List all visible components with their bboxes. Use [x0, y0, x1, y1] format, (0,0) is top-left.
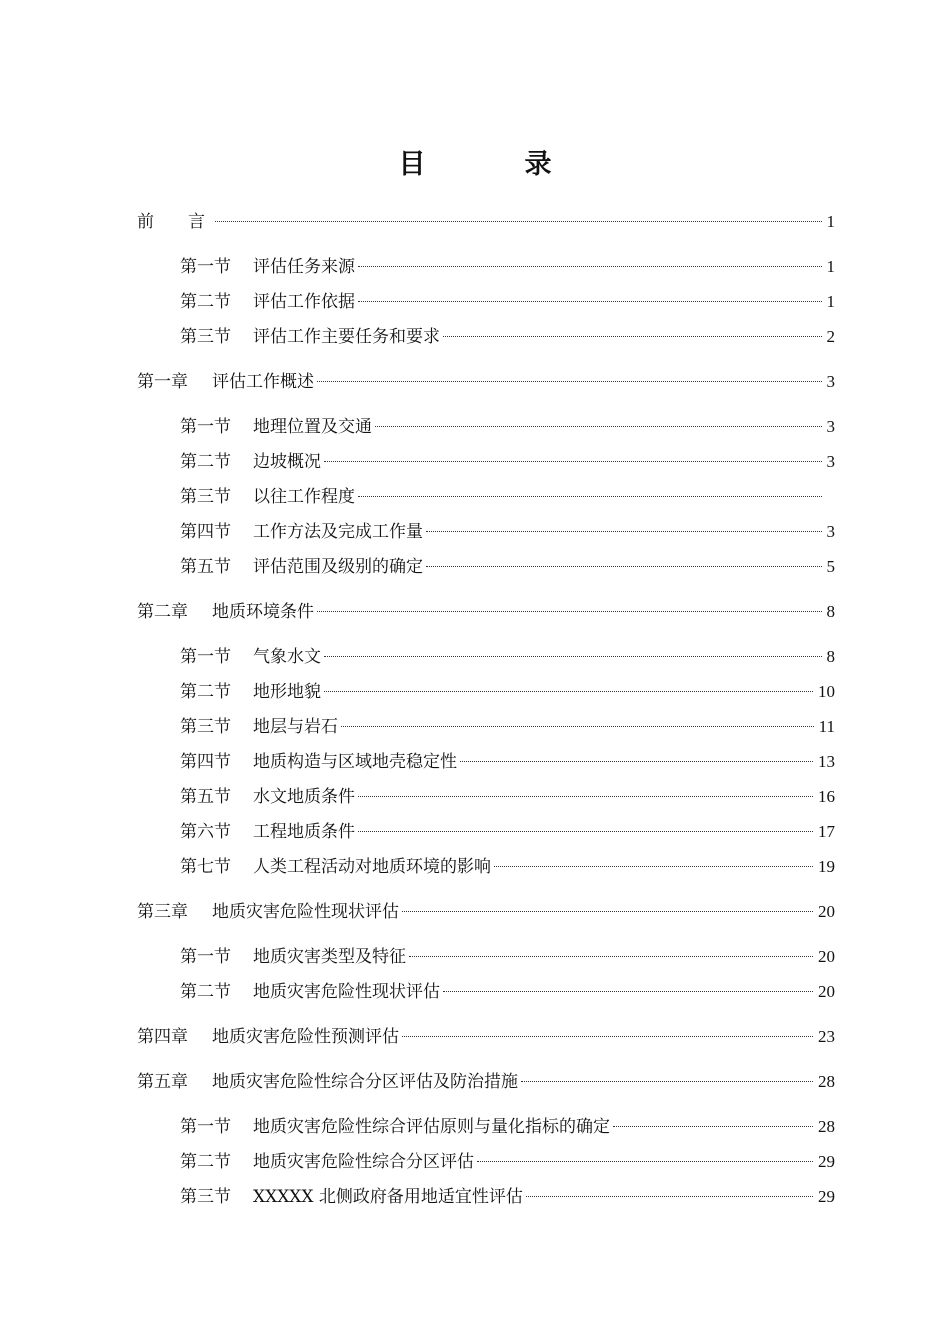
toc-entry-label [180, 325, 440, 349]
toc-entry-label [180, 1150, 474, 1174]
toc-entry-number: 第二章 [137, 602, 188, 622]
toc-entry-title: 地质环境条件 [212, 602, 314, 622]
dot-leader [317, 381, 822, 382]
toc-page-number: 28 [818, 1072, 835, 1091]
dot-leader [426, 566, 822, 567]
toc-entry-title: 边坡概况 [253, 452, 321, 472]
dot-leader [521, 1081, 813, 1082]
toc-entry-label [180, 945, 406, 969]
toc-entry-label [137, 600, 314, 624]
dot-leader [358, 301, 822, 302]
toc-entry-number: 第二节 [180, 682, 231, 702]
toc-entry-number: 第二节 [180, 292, 231, 312]
toc-page-number: 10 [818, 682, 835, 701]
toc-entry-number: 第一节 [180, 417, 231, 437]
toc-entry-number: 第三节 [180, 327, 231, 347]
toc-entry-label [180, 1115, 610, 1139]
toc-page-number: 29 [818, 1187, 835, 1206]
toc-entry-title: 评估工作概述 [212, 372, 314, 392]
toc-entry-title: 地层与岩石 [253, 717, 338, 737]
dot-leader [375, 426, 822, 427]
toc-page-number: 23 [818, 1027, 835, 1046]
dot-leader [460, 761, 813, 762]
toc-entry-title: 气象水文 [253, 647, 321, 667]
dot-leader [526, 1196, 813, 1197]
toc-page-number: 11 [818, 717, 835, 736]
toc-chapter-entry[interactable] [137, 900, 835, 924]
toc-entry-title: 评估工作主要任务和要求 [253, 327, 440, 347]
toc-section-entry[interactable] [180, 820, 835, 844]
toc-section-entry[interactable] [180, 855, 835, 879]
toc-page-number: 20 [818, 982, 835, 1001]
toc-section-entry[interactable] [180, 415, 835, 439]
dot-leader [402, 1036, 813, 1037]
toc-section-entry[interactable] [180, 945, 835, 969]
toc-page-number: 3 [826, 417, 835, 436]
toc-entry-number: 第三章 [137, 902, 188, 922]
toc-entry-label [180, 980, 440, 1004]
toc-entry-label [180, 520, 423, 544]
toc-chapter-entry[interactable] [137, 1070, 835, 1094]
toc-entry-label [180, 1185, 523, 1209]
toc-entry-title: 地质灾害类型及特征 [253, 947, 406, 967]
toc-entry-title: 地质灾害危险性现状评估 [253, 982, 440, 1002]
toc-entry-number: 第二节 [180, 1152, 231, 1172]
toc-entry-title: 地形地貌 [253, 682, 321, 702]
toc-page-number: 29 [818, 1152, 835, 1171]
toc-entry-title: 评估工作依据 [253, 292, 355, 312]
toc-page-number: 3 [826, 372, 835, 391]
toc-entry-label [180, 415, 372, 439]
toc-page-number: 16 [818, 787, 835, 806]
toc-page-number: 13 [818, 752, 835, 771]
toc-entry-title: 评估任务来源 [253, 257, 355, 277]
toc-section-entry[interactable] [180, 1115, 835, 1139]
toc-entry-number: 第一节 [180, 647, 231, 667]
dot-leader [324, 656, 822, 657]
toc-entry-title: 工程地质条件 [253, 822, 355, 842]
toc-entry-number: 第三节 [180, 717, 231, 737]
toc-section-entry[interactable] [180, 555, 835, 579]
toc-entry-label [137, 1070, 518, 1094]
toc-section-entry[interactable] [180, 1185, 835, 1209]
toc-page-number: 19 [818, 857, 835, 876]
toc-section-entry[interactable] [180, 750, 835, 774]
toc-page-number: 28 [818, 1117, 835, 1136]
toc-section-entry[interactable] [180, 450, 835, 474]
toc-section-entry[interactable] [180, 290, 835, 314]
toc-entry-label [137, 900, 399, 924]
toc-entry-number: 第四节 [180, 522, 231, 542]
toc-entry-title: 人类工程活动对地质环境的影响 [253, 857, 491, 877]
toc-entry-label [180, 750, 457, 774]
toc-page-number: 20 [818, 902, 835, 921]
toc-entry-number: 第五节 [180, 787, 231, 807]
toc-entry-number: 前 言 [137, 212, 205, 232]
toc-entry-title: 评估范围及级别的确定 [253, 557, 423, 577]
toc-page-number: 1 [826, 212, 835, 231]
toc-entry-label [180, 290, 355, 314]
dot-leader [426, 531, 822, 532]
toc-entry-title: 水文地质条件 [253, 787, 355, 807]
toc-section-entry[interactable] [180, 980, 835, 1004]
toc-page-number: 8 [826, 602, 835, 621]
toc-entry-title: 地质灾害危险性综合分区评估 [253, 1152, 474, 1172]
toc-entry-label [180, 820, 355, 844]
toc-entry-number: 第一章 [137, 372, 188, 392]
toc-entry-label [180, 855, 491, 879]
toc-entry-number: 第四节 [180, 752, 231, 772]
toc-section-entry[interactable] [180, 785, 835, 809]
dot-leader [402, 911, 813, 912]
toc-page-number: 1 [826, 292, 835, 311]
toc-entry-number: 第二节 [180, 452, 231, 472]
toc-entry-label [180, 645, 321, 669]
toc-page-number: 17 [818, 822, 835, 841]
toc-entry-title: 地质灾害危险性现状评估 [212, 902, 399, 922]
toc-entry-label [180, 555, 423, 579]
toc-section-entry[interactable] [180, 1150, 835, 1174]
toc-page-number: 20 [818, 947, 835, 966]
toc-page-number: 1 [826, 257, 835, 276]
toc-entry-label [137, 210, 212, 234]
toc-entry-label [180, 715, 338, 739]
toc-page-number: 3 [826, 522, 835, 541]
toc-entry-number: 第三节 [180, 487, 231, 507]
toc-section-entry[interactable] [180, 520, 835, 544]
toc-section-entry[interactable] [180, 255, 835, 279]
page-title: 目 录 [398, 149, 588, 180]
dot-leader [443, 336, 822, 337]
toc-entry-label [180, 255, 355, 279]
toc-page-number: 3 [826, 452, 835, 471]
toc-entry-number: 第一节 [180, 947, 231, 967]
toc-entry-number: 第三节 [180, 1187, 231, 1207]
toc-entry-number: 第六节 [180, 822, 231, 842]
dot-leader [317, 611, 822, 612]
toc-chapter-entry[interactable] [137, 1025, 835, 1049]
toc-entry-title: 以往工作程度 [253, 487, 355, 507]
toc-entry-number: 第一节 [180, 1117, 231, 1137]
dot-leader [324, 691, 813, 692]
toc-chapter-entry[interactable] [137, 210, 835, 234]
toc-entry-label [180, 680, 321, 704]
dot-leader [477, 1161, 813, 1162]
dot-leader [215, 221, 822, 222]
toc-entry-number: 第四章 [137, 1027, 188, 1047]
toc-entry-number: 第五节 [180, 557, 231, 577]
toc-entry-number: 第七节 [180, 857, 231, 877]
dot-leader [358, 796, 813, 797]
toc-entry-title: 地质灾害危险性综合分区评估及防治措施 [212, 1072, 518, 1092]
toc-page-number: 8 [826, 647, 835, 666]
dot-leader [324, 461, 822, 462]
toc-entry-label [180, 450, 321, 474]
toc-entry-number: 第五章 [137, 1072, 188, 1092]
toc-entry-title: 地质构造与区域地壳稳定性 [253, 752, 457, 772]
dot-leader [409, 956, 813, 957]
toc-page-number: 2 [826, 327, 835, 346]
toc-entry-title: 地质灾害危险性预测评估 [212, 1027, 399, 1047]
toc-entry-number: 第二节 [180, 982, 231, 1002]
toc-entry-label [180, 485, 355, 509]
toc-entry-title: 地质灾害危险性综合评估原则与量化指标的确定 [253, 1117, 610, 1137]
dot-leader [613, 1126, 813, 1127]
dot-leader [358, 831, 813, 832]
dot-leader [494, 866, 813, 867]
toc-entry-title: XXXXX 北侧政府备用地适宜性评估 [253, 1187, 523, 1207]
toc-entry-title: 地理位置及交通 [253, 417, 372, 437]
dot-leader [358, 266, 822, 267]
toc-section-entry[interactable] [180, 485, 835, 509]
toc-section-entry[interactable] [180, 715, 835, 739]
toc-section-entry[interactable] [180, 325, 835, 349]
toc-chapter-entry[interactable] [137, 600, 835, 624]
toc-entry-label [137, 1025, 399, 1049]
toc-entry-label [180, 785, 355, 809]
dot-leader [443, 991, 813, 992]
toc-page-number: 5 [826, 557, 835, 576]
toc-chapter-entry[interactable] [137, 370, 835, 394]
dot-leader [358, 496, 822, 497]
toc-section-entry[interactable] [180, 680, 835, 704]
toc-entry-label [137, 370, 314, 394]
toc-entry-number: 第一节 [180, 257, 231, 277]
toc-entry-title: 工作方法及完成工作量 [253, 522, 423, 542]
toc-section-entry[interactable] [180, 645, 835, 669]
dot-leader [341, 726, 814, 727]
